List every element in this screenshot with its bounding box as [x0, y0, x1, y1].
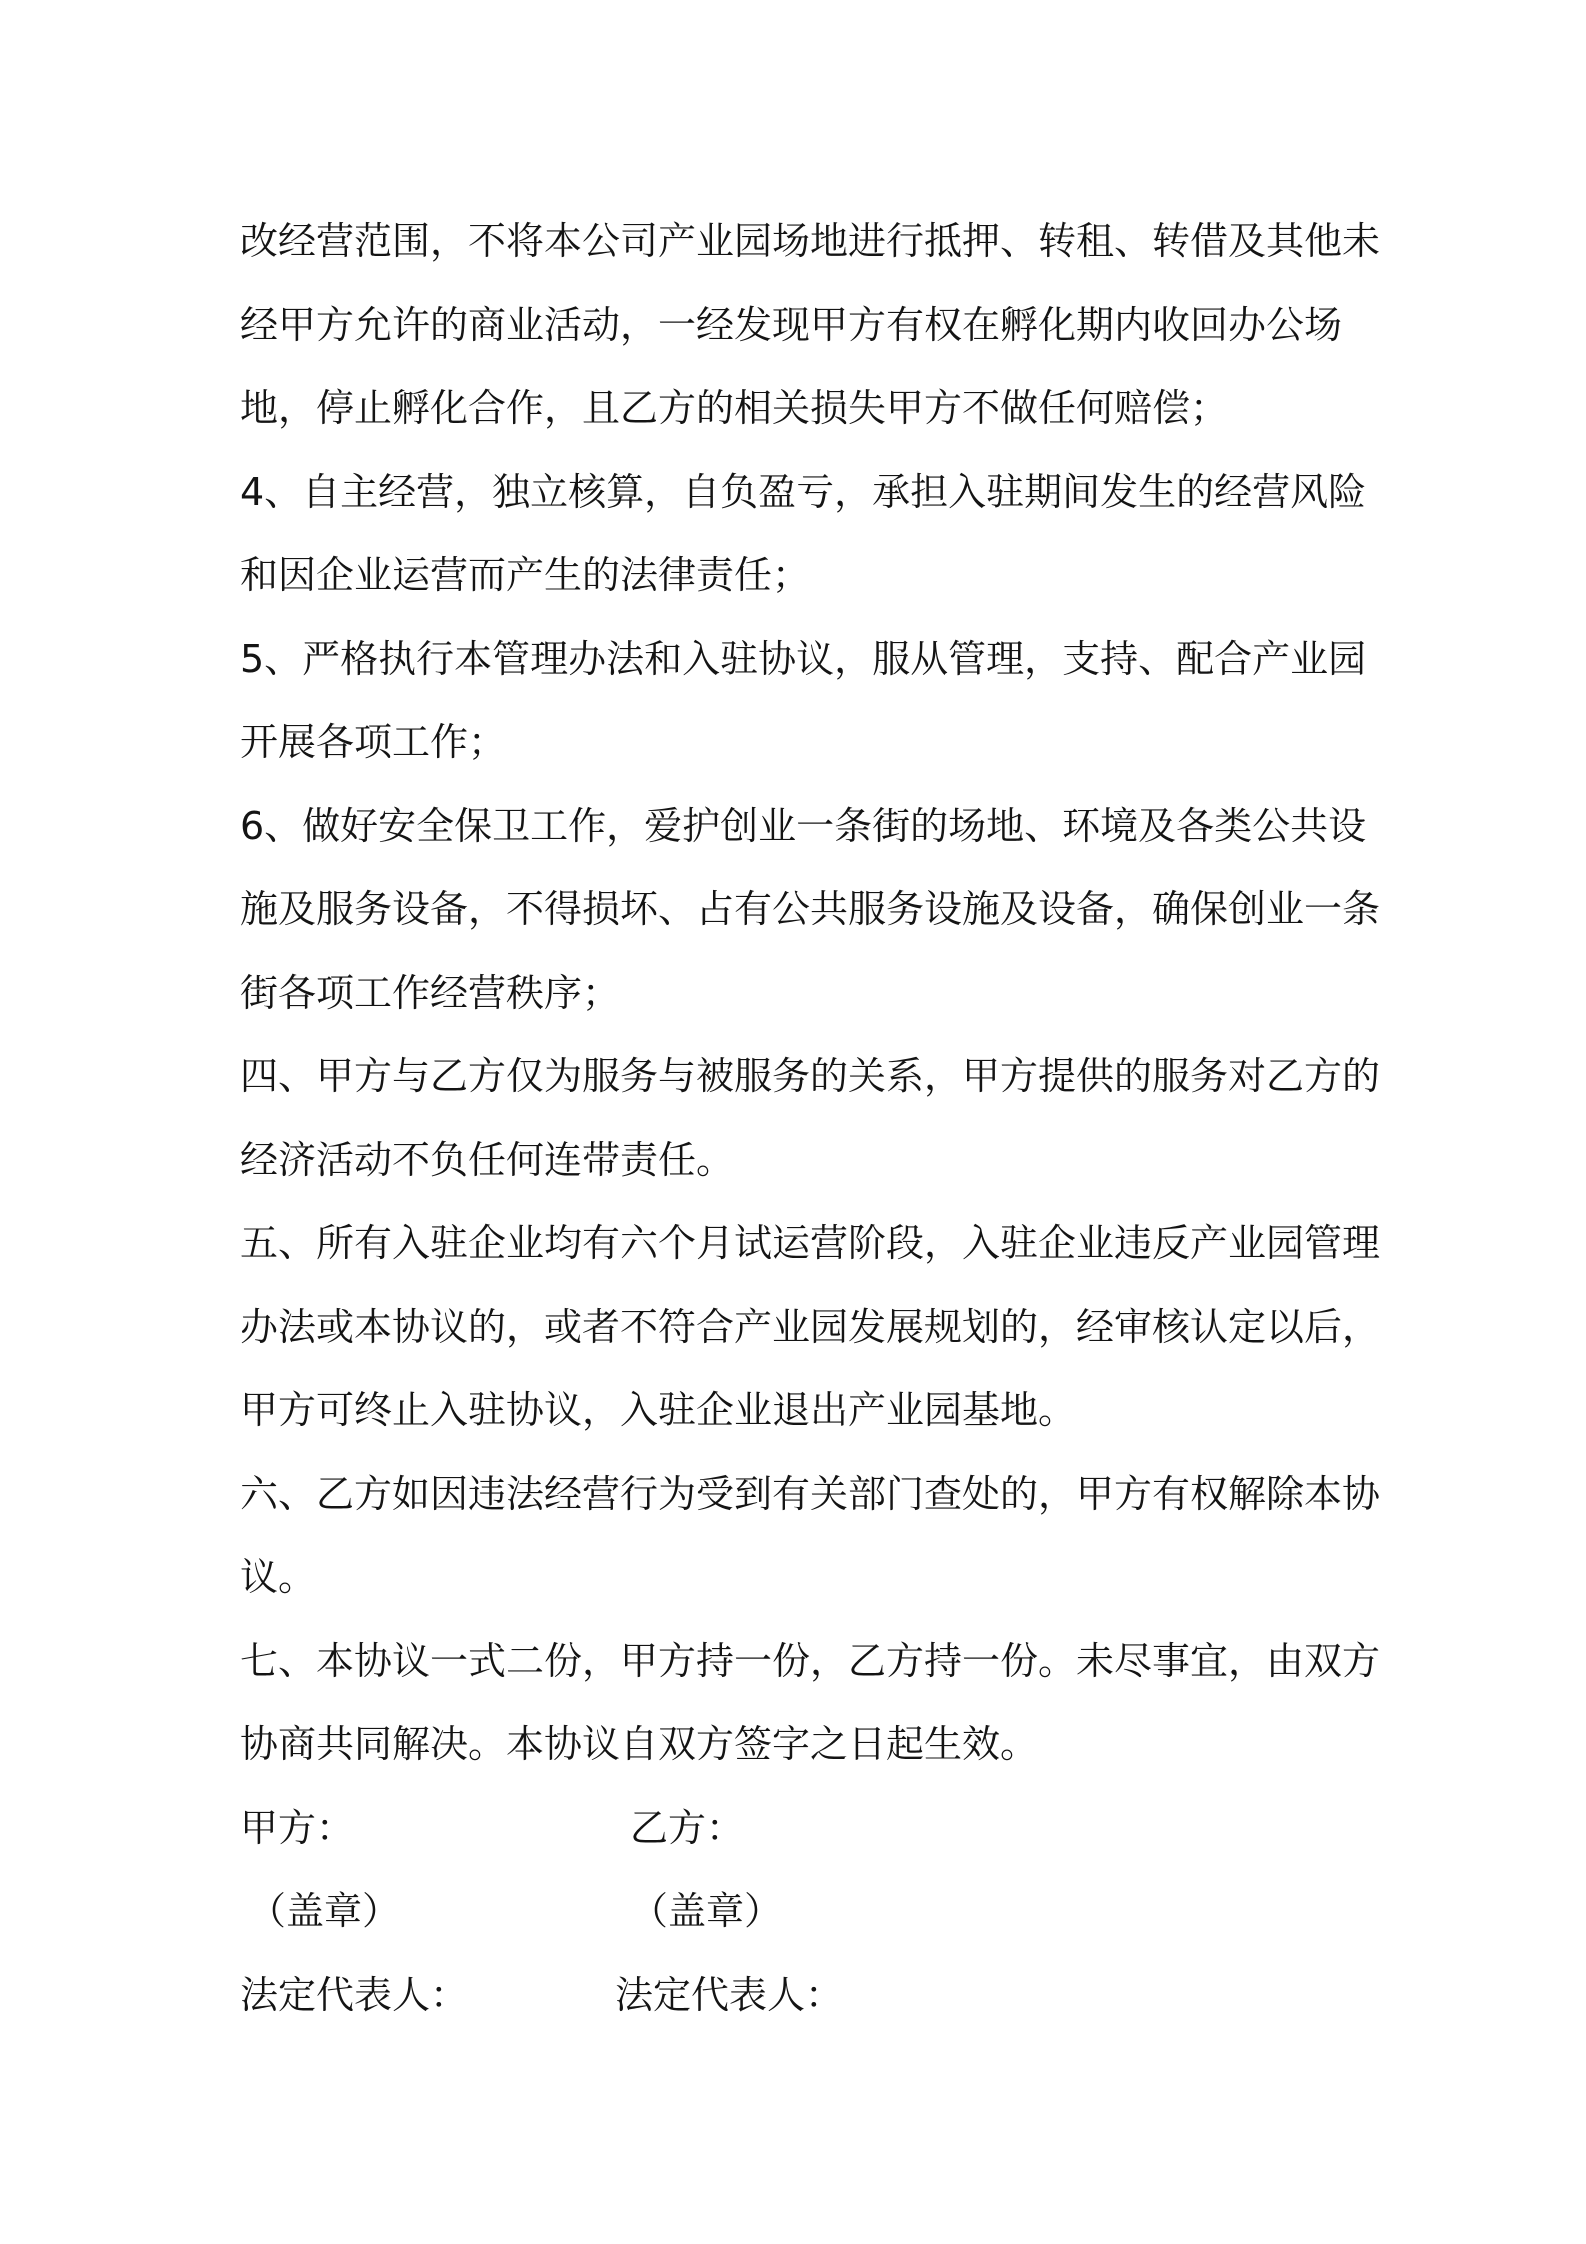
document-body	[240, 200, 1381, 2037]
text-line: 5、严格执行本管理办法和入驻协议，服从管理，支持、配合产业园	[240, 636, 1367, 681]
text-line: 地，停止孵化合作，且乙方的相关损失甲方不做任何赔偿；	[240, 386, 1229, 430]
party-a-seal: （盖章）	[248, 1889, 401, 1933]
text-line: 改经营范围，不将本公司产业园场地进行抵押、转租、转借及其他未	[240, 219, 1381, 263]
text-line: 4、自主经营，独立核算，自负盈亏，承担入驻期间发生的经营风险	[240, 469, 1367, 514]
text-line: 协商共同解决。本协议自双方签字之日起生效。	[240, 1722, 1039, 1766]
party-a-legal-representative: 法定代表人：	[240, 1972, 469, 2017]
party-b-seal: （盖章）	[630, 1889, 783, 1933]
party-a-label: 甲方：	[240, 1805, 355, 1850]
text-line: 和因企业运营而产生的法律责任；	[240, 553, 811, 597]
text-line: 六、乙方如因违法经营行为受到有关部门查处的，甲方有权解除本协	[240, 1471, 1381, 1516]
text-line: 经甲方允许的商业活动，一经发现甲方有权在孵化期内收回办公场	[240, 302, 1343, 347]
text-line: 办法或本协议的，或者不符合产业园发展规划的，经审核认定以后，	[240, 1304, 1381, 1349]
text-line: 施及服务设备，不得损坏、占有公共服务设施及设备，确保创业一条	[240, 887, 1381, 931]
text-line: 议。	[240, 1555, 317, 1599]
legal-representative-row	[240, 1954, 1360, 2038]
text-line: 开展各项工作；	[240, 720, 507, 764]
party-label-row	[240, 1787, 1360, 1871]
text-line: 七、本协议一式二份，甲方持一份，乙方持一份。未尽事宜，由双方	[240, 1638, 1381, 1683]
seal-row	[240, 1870, 1360, 1954]
text-line: 四、甲方与乙方仅为服务与被服务的关系，甲方提供的服务对乙方的	[240, 1054, 1381, 1098]
party-b-label: 乙方：	[630, 1805, 745, 1850]
text-line: 经济活动不负任何连带责任。	[240, 1137, 735, 1182]
text-line: 街各项工作经营秩序；	[240, 970, 621, 1015]
text-line: 五、所有入驻企业均有六个月试运营阶段，入驻企业违反产业园管理	[240, 1221, 1381, 1265]
party-b-legal-representative: 法定代表人：	[615, 1972, 844, 2017]
text-line: 6、做好安全保卫工作，爱护创业一条街的场地、环境及各类公共设	[240, 803, 1367, 848]
text-line: 甲方可终止入驻协议，入驻企业退出产业园基地。	[240, 1388, 1077, 1432]
